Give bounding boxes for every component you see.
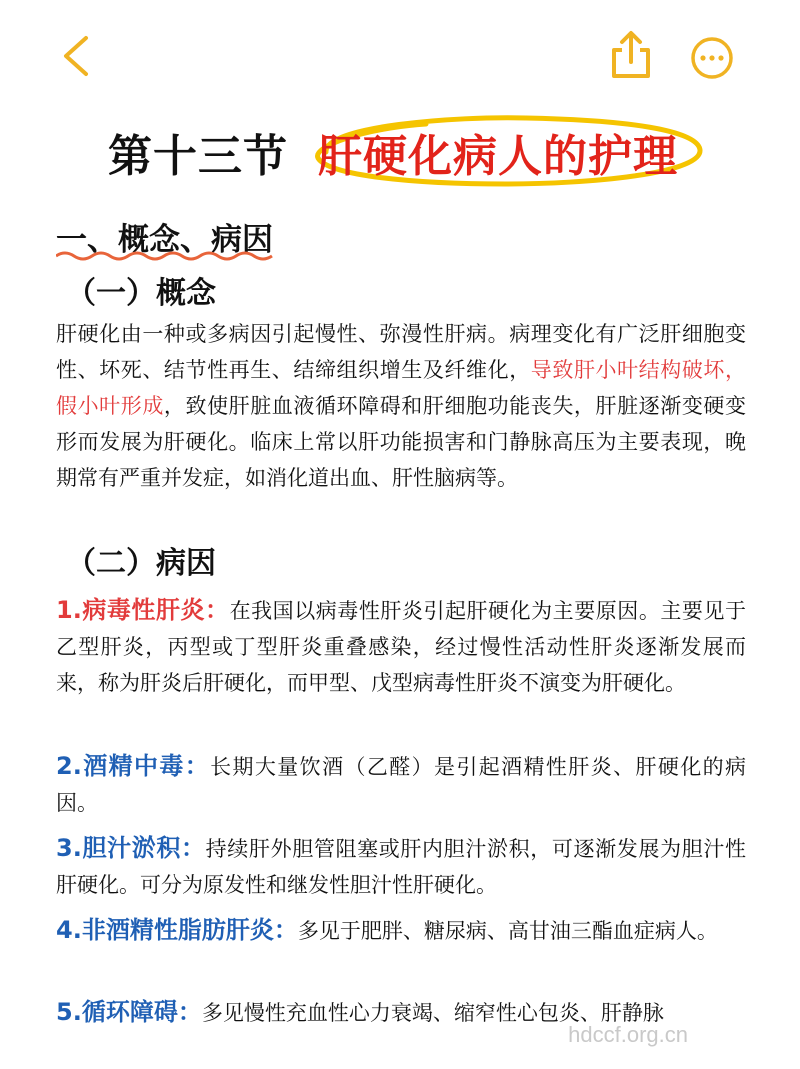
etiology-item [56,912,746,949]
concept-text: 肝硬化由一种或多病因引起慢性、弥漫性肝病。病理变化有广泛肝细胞变性、坏死、结节性再生、结缔组织增生及纤维化， [56,322,746,382]
page-title [0,112,800,192]
etiology-text: 在我国以病毒性肝炎引起肝硬化为主要原因。主要见于乙型肝炎，丙型或丁型肝炎重叠感染，经过慢性活动性肝炎逐渐发展而来，称为肝炎后肝硬化，而甲型、戊型病毒性肝炎不演变为肝硬化。 [56,599,746,695]
concept-heading: （一）概念 [66,276,216,311]
share-icon[interactable] [608,30,654,80]
etiology-label: 1.病毒性肝炎： [56,596,230,624]
section-heading: 一、概念、病因 [56,222,273,258]
chevron-left-icon[interactable] [56,34,96,78]
etiology-heading: （二）病因 [66,546,216,581]
concept-highlight: 导致肝小叶结构破坏，假小叶形成 [56,358,747,418]
etiology-label: 2.酒精中毒： [56,752,211,780]
etiology-text: 长期大量饮酒（乙醛）是引起酒精性肝炎、肝硬化的病因。 [56,755,746,815]
title-highlight: 肝硬化病人的护理 [318,131,678,182]
etiology-label: 5.循环障碍： [56,998,202,1026]
etiology-text: 持续肝外胆管阻塞或肝内胆汁淤积，可逐渐发展为胆汁性肝硬化。可分为原发性和继发性胆汁性肝硬化。 [56,837,746,897]
title-prefix: 第十三节 [108,131,288,182]
wavy-underline [56,250,278,262]
etiology-item [56,830,746,903]
etiology-text: 多见于肥胖、糖尿病、高甘油三酯血症病人。 [297,919,718,943]
concept-paragraph [56,316,746,496]
etiology-label: 4.非酒精性脂肪肝炎： [56,916,298,944]
watermark: hdccf.org.cn [568,1022,688,1047]
concept-text-rest: ，致使肝脏血液循环障碍和肝细胞功能丧失，肝脏逐渐变硬变形而发展为肝硬化。临床上常以肝功能损害和门静脉高压为主要表现，晚期常有严重并发症，如消化道出血、肝性脑病等。 [56,394,747,490]
etiology-item [56,592,746,701]
more-horizontal-icon[interactable] [690,36,734,80]
etiology-text: 多见慢性充血性心力衰竭、缩窄性心包炎、肝静脉 [201,1001,664,1025]
etiology-item [56,748,746,821]
top-bar [0,0,800,110]
etiology-label: 3.胆汁淤积： [56,834,206,862]
